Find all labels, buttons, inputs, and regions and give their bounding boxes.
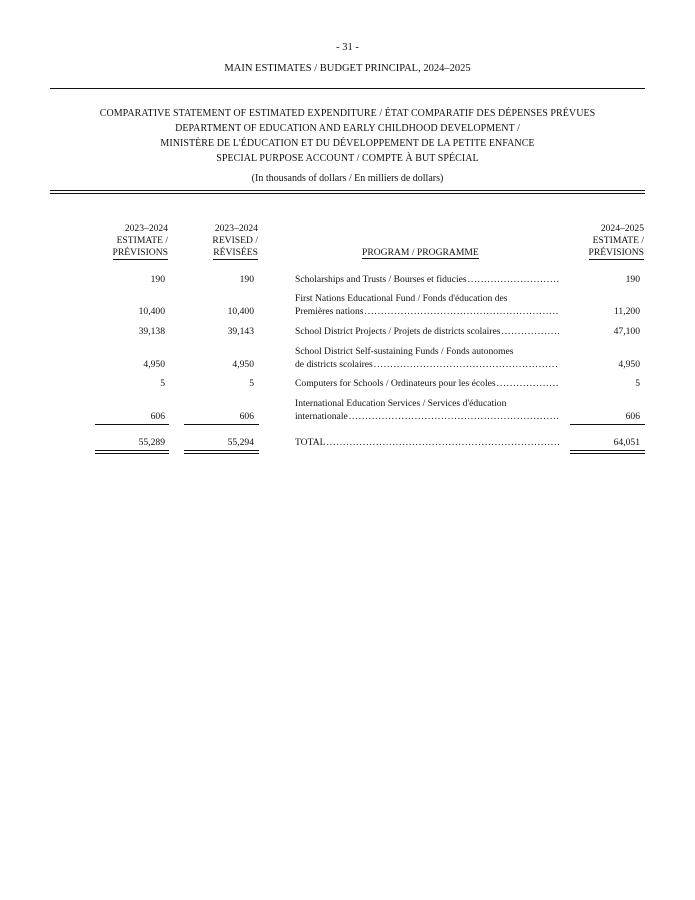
row-4-estimate-2024-2025: 4,950 — [618, 359, 640, 370]
total-estimate-2023-2024: 55,289 — [138, 437, 165, 448]
total-double-rule-estimate-2024-2025 — [570, 450, 645, 454]
statement-title-line-4: SPECIAL PURPOSE ACCOUNT / COMPTE À BUT SPÉCIAL — [216, 153, 479, 164]
sum-rule-revised-2023-2024 — [184, 424, 259, 425]
total-label: TOTAL ..... — [295, 437, 559, 449]
column-header-estimate-2023-2024: 2023–2024 ESTIMATE / PRÉVISIONS — [112, 223, 168, 258]
dot-leader — [364, 306, 559, 318]
row-6-revised-2023-2024: 606 — [239, 411, 254, 422]
total-estimate-2024-2025: 64,051 — [613, 437, 640, 448]
sum-rule-estimate-2023-2024 — [95, 424, 169, 425]
total-double-rule-revised-2023-2024 — [184, 450, 259, 454]
column-header-revised-2023-2024: 2023–2024 REVISED / RÉVISÉES — [212, 223, 258, 258]
total-double-rule-estimate-2023-2024 — [95, 450, 169, 454]
dot-leader — [374, 359, 559, 371]
row-3-program: School District Projects / Projets de districts scolaires ..... — [295, 326, 559, 338]
row-4-program-line-2: de districts scolaires ..... — [295, 359, 559, 371]
statement-title-line-2: DEPARTMENT OF EDUCATION AND EARLY CHILDHOOD DEVELOPMENT / — [175, 123, 520, 134]
dot-leader — [501, 326, 559, 338]
dot-leader — [327, 437, 560, 449]
units-note: (In thousands of dollars / En milliers de dollars) — [251, 173, 444, 184]
header-rule — [50, 88, 645, 89]
row-5-estimate-2024-2025: 5 — [635, 378, 640, 389]
total-revised-2023-2024: 55,294 — [227, 437, 254, 448]
row-2-revised-2023-2024: 10,400 — [227, 306, 254, 317]
column-header-estimate-2024-2025: 2024–2025 ESTIMATE / PRÉVISIONS — [588, 223, 644, 258]
row-1-revised-2023-2024: 190 — [239, 274, 254, 285]
dot-leader — [349, 411, 559, 423]
page-number: - 31 - — [336, 42, 359, 53]
dot-leader — [468, 274, 559, 286]
sum-rule-estimate-2024-2025 — [570, 424, 645, 425]
row-5-estimate-2023-2024: 5 — [160, 378, 165, 389]
row-1-estimate-2024-2025: 190 — [625, 274, 640, 285]
row-6-estimate-2024-2025: 606 — [625, 411, 640, 422]
title-double-rule — [50, 190, 645, 194]
column-header-program: PROGRAM / PROGRAMME — [362, 247, 479, 258]
row-2-program-line-1: First Nations Educational Fund / Fonds d'éducation des — [295, 293, 508, 304]
row-4-revised-2023-2024: 4,950 — [232, 359, 254, 370]
statement-title-line-3: MINISTÈRE DE L'ÉDUCATION ET DU DÉVELOPPEMENT DE LA PETITE ENFANCE — [160, 138, 535, 149]
row-6-program-line-2: internationale ..... — [295, 411, 559, 423]
row-2-program-line-2: Premières nations ..... — [295, 306, 559, 318]
row-5-revised-2023-2024: 5 — [249, 378, 254, 389]
row-1-estimate-2023-2024: 190 — [150, 274, 165, 285]
row-1-program: Scholarships and Trusts / Bourses et fiducies ..... — [295, 274, 559, 286]
running-title: MAIN ESTIMATES / BUDGET PRINCIPAL, 2024–2025 — [224, 63, 471, 74]
row-2-estimate-2023-2024: 10,400 — [138, 306, 165, 317]
row-2-estimate-2024-2025: 11,200 — [613, 306, 640, 317]
row-3-revised-2023-2024: 39,143 — [227, 326, 254, 337]
row-3-estimate-2023-2024: 39,138 — [138, 326, 165, 337]
row-6-estimate-2023-2024: 606 — [150, 411, 165, 422]
row-5-program: Computers for Schools / Ordinateurs pour les écoles ..... — [295, 378, 559, 390]
row-4-estimate-2023-2024: 4,950 — [143, 359, 165, 370]
statement-title-line-1: COMPARATIVE STATEMENT OF ESTIMATED EXPENDITURE / ÉTAT COMPARATIF DES DÉPENSES PRÉVUES — [99, 108, 596, 119]
row-4-program-line-1: School District Self-sustaining Funds / Fonds autonomes — [295, 346, 514, 357]
dot-leader — [497, 378, 559, 390]
row-3-estimate-2024-2025: 47,100 — [613, 326, 640, 337]
row-6-program-line-1: International Education Services / Services d'éducation — [295, 398, 507, 409]
